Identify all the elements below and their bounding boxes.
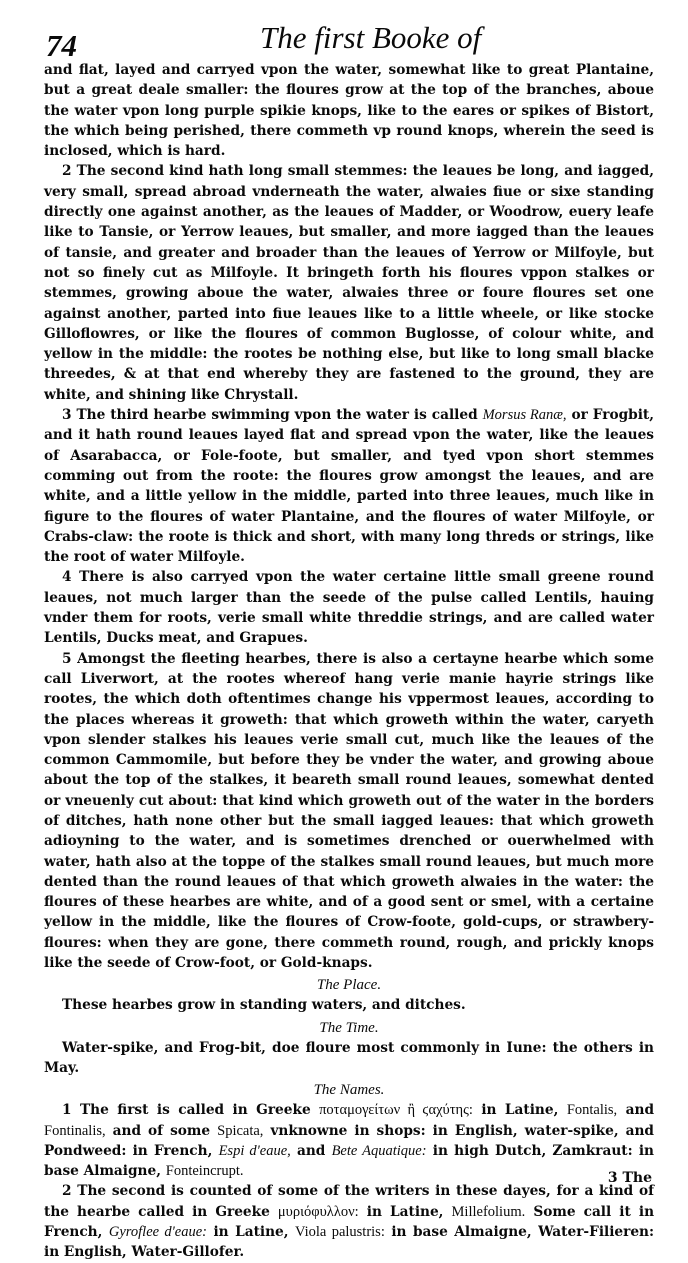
latin-name: Viola palustris: [295,1224,385,1241]
greek-name: ποταμογείτων ἢ ϛαχύτης: [319,1102,473,1119]
paragraph-third-kind [44,405,654,567]
paragraph-text: in Latine, [213,1224,289,1241]
page-header [0,16,688,66]
paragraph-text: 2 The second kind hath long small stemmes: the leaues be long, and iagged, very small, spread abroad vnderneath the water, alwaies fiue or sixe standing directly one against another, as the leaues of Madder, or Woodrow, euery leafe like to Tansie, or Yerrow leaues, but smaller, and more iagged than the leaues of tansie, and greater and broader than the leaues of Yerrow or Milfoyle, but not so finely cut as Milfoyle. It bringeth forth his floures vppon stalkes or stemmes, growing aboue the water, alwaies three or foure floures set one against another, parted into fiue leaues like to a little wheele, or like stocke Gilloflowres, or like the floures of common Buglosse, of colour white, and yellow in the middle: the rootes be nothing else, but like to long small blacke threedes, & at that end whereby they are fastened to the ground, they are white, and shining like Chrystall. [44,163,654,403]
paragraph-text: and flat, layed and carryed vpon the water, somewhat like to great Plantaine, but a great deale smaller: the floures grow at the top of the branches, aboue the water vpon long purple spikie knops, like to the eares or spikes of Bistort, the which being perished, there commeth vp round knops, wherein the seed is inclosed, which is hard. [44,62,654,160]
latin-name: Fontinalis, [44,1122,106,1139]
paragraph-text: in Latine, [366,1203,444,1220]
paragraph-names-second [44,1181,654,1262]
paragraph-text: vnknowne in shops: in English, water-spike, and Pondweed: in French, [44,1122,655,1159]
paragraph-text: 1 The first is called in Greeke [62,1102,311,1119]
latin-name: Fontalis, [566,1102,618,1119]
french-name: Espi d'eaue, [218,1142,291,1159]
paragraph-text: Water-spike, and Frog-bit, doe floure most commonly in Iune: the others in May. [44,1039,654,1076]
section-heading-time: The Time. [319,1019,379,1036]
paragraph-text: and of some [112,1122,211,1139]
section-heading-names: The Names. [313,1082,385,1099]
paragraph-text: and [296,1142,326,1159]
paragraph-text: 4 There is also carryed vpon the water certaine little small greene round leaues, not much larger than the seede of the pulse called Lentils, hauing vnder them for roots, verie small white threddie strings, and are called water Lentils, Ducks meat, and Grapues. [44,569,654,647]
paragraph-fourth-kind [44,567,654,648]
paragraph-text: or Frogbit, and it hath round leaues layed flat and spread vpon the water, like the leaues of Asarabacca, or Fole-foote, but smaller, and tyed vpon short stemmes comming out from the roote: the floures grow amongst the leaues, and are white, and a little yellow in the middle, parted into three leaues, much like in figure to the floures of water Plantaine, and the floures of water Milfoyle, or Crabs-claw: the roote is thick and short, with many long threds or strings, like the root of water Milfoyle. [44,407,654,566]
section-heading-place: The Place. [316,977,382,994]
page-number: 74 [46,28,77,63]
paragraph-continuation [44,60,654,161]
latin-name: Spicata, [217,1122,264,1139]
paragraph-names-first [44,1100,654,1181]
paragraph-text: in Latine, [481,1102,559,1119]
paragraph-time [44,1038,654,1079]
paragraph-text: 2 The second is counted of some of the writers in these dayes, for a kind of the hearbe called in Greeke [44,1183,654,1220]
page-body [44,60,654,1263]
greek-name: μυριόφυλλον: [277,1203,359,1220]
paragraph-text: These hearbes grow in standing waters, and ditches. [62,997,466,1014]
dutch-name: Fonteincrupt. [165,1163,244,1180]
paragraph-text: Some call it in French, [44,1203,655,1241]
latin-name: Millefolium. [451,1203,526,1220]
paragraph-second-kind [44,161,654,405]
paragraph-text: 5 Amongst the fleeting hearbes, there is also a certayne hearbe which some call Liverwort, at the rootes whereof hang verie manie hayrie strings like rootes, the which doth oftentimes change his vppermost leaues, according to the places whereas it groweth: that which groweth within the water, caryeth vpon slender stalkes his leaues verie small cut, much like the leaues of the common Cammomile, but before they be vnder the water, and growing aboue about the top of the stalkes, it beareth small round leaues, somewhat dented or vneuenly cut about: that kind which groweth out of the water in the borders of ditches, hath none other but the small iagged leaues: that which groweth adioyning to the water, and is sometimes drenched or ouerwhelmed with water, hath also at the toppe of the stalkes small round leaues, but much more dented than the round leaues of that which groweth alwaies in the water: the floures of these hearbes are white, and of a good sent or smel, with a certaine yellow in the middle, like the floures of Crow-foote, gold-cups, or strawbery-floures: when they are gone, there commeth round, rough, and prickly knops like the seede of Crow-foot, or Gold-knaps. [44,650,654,972]
paragraph-place [44,995,654,1015]
paragraph-text: and [625,1102,655,1119]
french-name: Gyroflee d'eaue: [108,1224,207,1241]
paragraph-text: in high Dutch, Zamkraut: in base Almaigne, [44,1142,654,1180]
paragraph-text: 3 The third hearbe swimming vpon the water is called [62,407,478,424]
latin-name: Morsus Ranæ, [482,407,567,424]
catchword: 3 The [607,1170,652,1186]
paragraph-text: in base Almaigne, Water-Filieren: in English, Water-Gillofer. [44,1224,655,1261]
french-name: Bete Aquatique: [331,1142,427,1159]
running-head: The first Booke of [260,20,482,55]
paragraph-fifth-kind [44,649,654,974]
